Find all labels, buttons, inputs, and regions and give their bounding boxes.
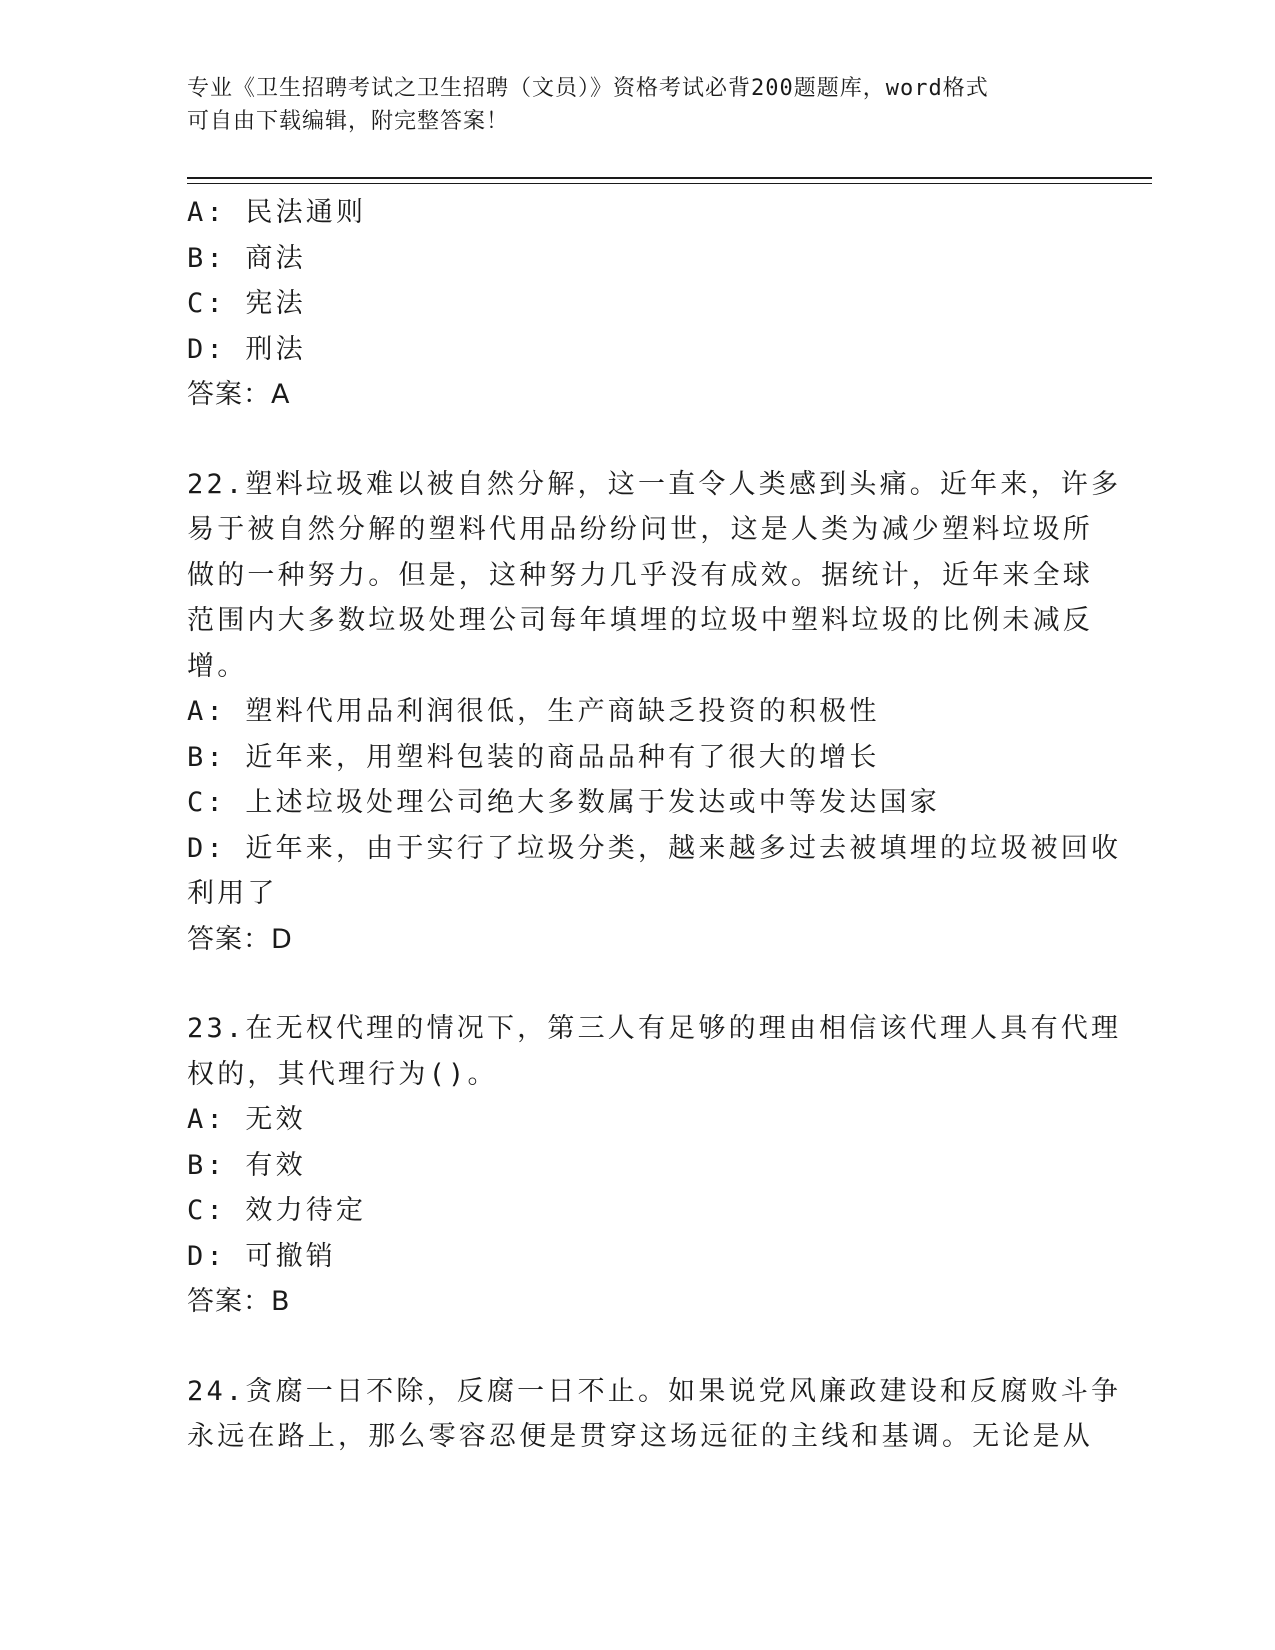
header-title-line-2: 可自由下载编辑，附完整答案！ bbox=[187, 109, 510, 134]
option-a: A: 民法通则 bbox=[187, 197, 367, 228]
option-d: D: 刑法 bbox=[187, 333, 306, 365]
question-text-line: 做的一种努力。但是，这种努力几乎没有成效。据统计，近年来全球 bbox=[187, 559, 1093, 591]
option-c: C: 上述垃圾处理公司绝大多数属于发达或中等发达国家 bbox=[187, 787, 940, 818]
header-rule-thin bbox=[187, 183, 1152, 184]
option-a: A: 无效 bbox=[187, 1104, 306, 1135]
question-22-block bbox=[187, 462, 1122, 963]
header-rule-thick bbox=[187, 177, 1152, 179]
question-text-line: 23.在无权代理的情况下，第三人有足够的理由相信该代理人具有代理 bbox=[187, 1013, 1122, 1044]
header-title-line-1: 专业《卫生招聘考试之卫生招聘（文员）》资格考试必背200题题库，word格式 bbox=[187, 76, 989, 101]
question-text-line: 22.塑料垃圾难以被自然分解，这一直令人类感到头痛。近年来，许多 bbox=[187, 468, 1122, 500]
option-b: B: 有效 bbox=[187, 1149, 306, 1181]
option-c: C: 宪法 bbox=[187, 288, 306, 319]
option-c: C: 效力待定 bbox=[187, 1195, 367, 1226]
answer-line: 答案：A bbox=[187, 379, 291, 410]
question-list bbox=[187, 190, 1122, 1460]
spacer bbox=[187, 962, 1072, 1006]
answer-line: 答案：B bbox=[187, 1286, 291, 1317]
option-b: B: 商法 bbox=[187, 242, 306, 274]
option-d: D: 近年来，由于实行了垃圾分类，越来越多过去被填埋的垃圾被回收 bbox=[187, 832, 1122, 864]
document-header bbox=[187, 72, 1067, 138]
question-text-line: 范围内大多数垃圾处理公司每年填埋的垃圾中塑料垃圾的比例未减反 bbox=[187, 605, 1093, 636]
question-21-block bbox=[187, 190, 1072, 418]
question-text-line: 易于被自然分解的塑料代用品纷纷问世，这是人类为减少塑料垃圾所 bbox=[187, 514, 1093, 545]
question-text-line: 24.贪腐一日不除，反腐一日不止。如果说党风廉政建设和反腐败斗争 bbox=[187, 1375, 1122, 1407]
question-24-block bbox=[187, 1369, 1122, 1460]
question-23-block bbox=[187, 1006, 1122, 1325]
question-text-line: 增。 bbox=[187, 650, 248, 682]
answer-line: 答案：D bbox=[187, 923, 293, 955]
option-d-continued: 利用了 bbox=[187, 878, 278, 909]
option-d: D: 可撤销 bbox=[187, 1240, 336, 1272]
question-text-line: 永远在路上，那么零容忍便是贯穿这场远征的主线和基调。无论是从 bbox=[187, 1421, 1093, 1452]
spacer bbox=[187, 1325, 1072, 1369]
spacer bbox=[187, 418, 1072, 462]
option-a: A: 塑料代用品利润很低，生产商缺乏投资的积极性 bbox=[187, 696, 880, 727]
question-text-line: 权的，其代理行为()。 bbox=[187, 1058, 498, 1090]
option-b: B: 近年来，用塑料包装的商品品种有了很大的增长 bbox=[187, 741, 880, 773]
